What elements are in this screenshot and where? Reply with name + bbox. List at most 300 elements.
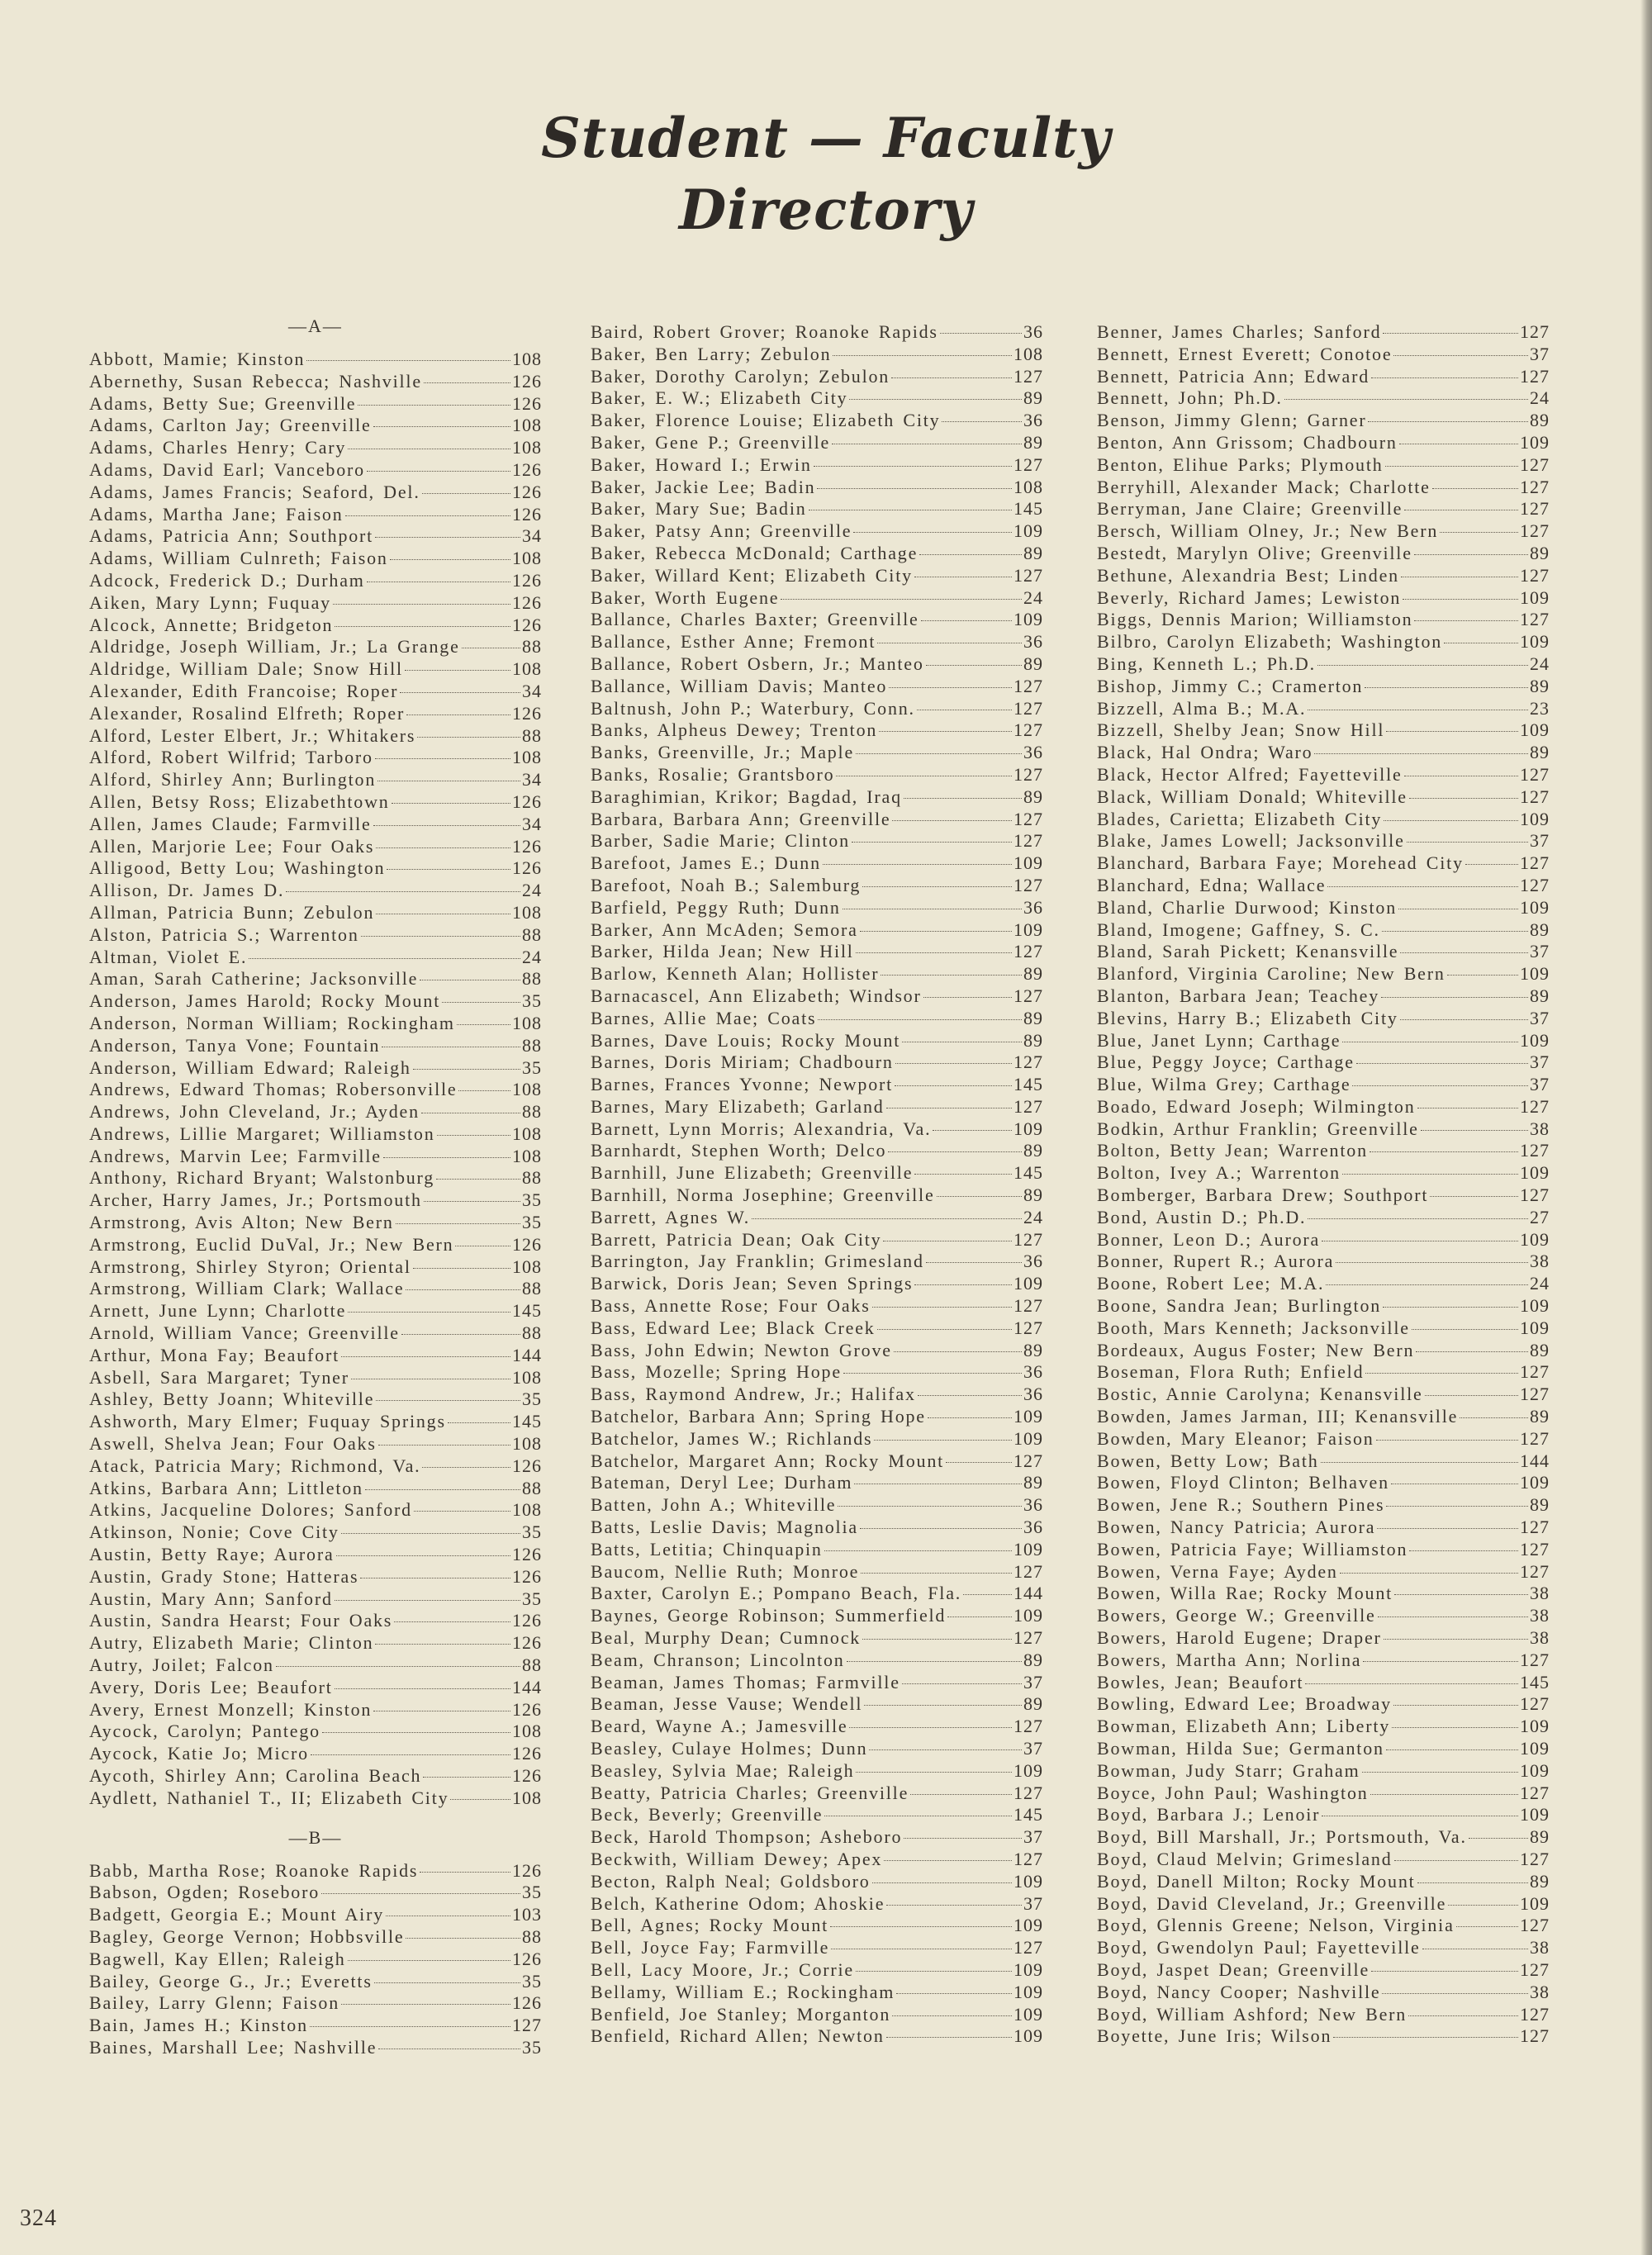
entry-name-hometown: Baker, Florence Louise; Elizabeth City bbox=[591, 410, 941, 431]
directory-entry bbox=[1097, 1871, 1550, 1893]
entry-page-number: 109 bbox=[1014, 1759, 1043, 1781]
entry-page-number: 109 bbox=[1520, 963, 1550, 985]
entry-page-number: 127 bbox=[1520, 564, 1550, 586]
dot-leader bbox=[1383, 1307, 1518, 1308]
dot-leader bbox=[1363, 1661, 1518, 1662]
directory-entry bbox=[89, 681, 542, 703]
dot-leader bbox=[1409, 798, 1518, 799]
entry-name-hometown: Bomberger, Barbara Drew; Southport bbox=[1097, 1184, 1429, 1206]
directory-entry bbox=[1097, 498, 1550, 520]
entry-page-number: 36 bbox=[1023, 896, 1043, 918]
entry-name-hometown: Bagwell, Kay Ellen; Raleigh bbox=[89, 1948, 346, 1969]
dot-leader bbox=[947, 1616, 1012, 1617]
entry-name-hometown: Batchelor, James W.; Richlands bbox=[591, 1427, 873, 1449]
dot-leader bbox=[884, 1860, 1012, 1861]
entry-name-hometown: Atkins, Barbara Ann; Littleton bbox=[89, 1477, 363, 1498]
directory-entry bbox=[1097, 1738, 1550, 1760]
dot-leader bbox=[321, 1893, 520, 1894]
entry-page-number: 37 bbox=[1530, 1074, 1550, 1095]
directory-entry bbox=[89, 1322, 542, 1345]
entry-page-number: 36 bbox=[1023, 1361, 1043, 1383]
entry-page-number: 108 bbox=[1014, 343, 1043, 364]
dot-leader bbox=[1382, 931, 1528, 932]
dot-leader bbox=[286, 891, 520, 892]
dot-leader bbox=[1382, 1993, 1528, 1994]
entry-name-hometown: Blue, Wilma Grey; Carthage bbox=[1097, 1074, 1351, 1095]
entry-page-number: 108 bbox=[1014, 476, 1043, 497]
dot-leader bbox=[923, 997, 1012, 998]
entry-name-hometown: Bland, Sarah Pickett; Kenansville bbox=[1097, 941, 1399, 962]
directory-entry bbox=[591, 1849, 1043, 1871]
directory-entry bbox=[591, 587, 1043, 610]
entry-name-hometown: Adams, Patricia Ann; Southport bbox=[89, 525, 374, 547]
dot-leader bbox=[860, 1528, 1022, 1529]
directory-entry bbox=[89, 968, 542, 990]
entry-page-number: 145 bbox=[1014, 1162, 1043, 1184]
directory-entry bbox=[591, 1140, 1043, 1162]
directory-entry bbox=[89, 1345, 542, 1367]
entry-name-hometown: Allen, James Claude; Farmville bbox=[89, 813, 372, 834]
directory-entry bbox=[1097, 653, 1550, 676]
entry-name-hometown: Boyd, Barbara J.; Lenoir bbox=[1097, 1804, 1321, 1825]
dot-leader bbox=[874, 1440, 1012, 1441]
entry-page-number: 127 bbox=[1014, 675, 1043, 696]
entry-name-hometown: Barnett, Lynn Morris; Alexandria, Va. bbox=[591, 1118, 932, 1139]
entry-name-hometown: Barrett, Patricia Dean; Oak City bbox=[591, 1228, 882, 1250]
entry-page-number: 109 bbox=[1014, 1981, 1043, 2002]
entry-page-number: 127 bbox=[1014, 941, 1043, 962]
dot-leader bbox=[390, 559, 510, 560]
entry-page-number: 127 bbox=[1014, 365, 1043, 387]
entry-page-number: 109 bbox=[1520, 1738, 1550, 1759]
entry-page-number: 37 bbox=[1023, 1826, 1043, 1848]
entry-page-number: 109 bbox=[1520, 1804, 1550, 1825]
dot-leader bbox=[448, 1422, 510, 1423]
directory-entry bbox=[591, 387, 1043, 410]
entry-name-hometown: Adcock, Frederick D.; Durham bbox=[89, 569, 365, 591]
entry-name-hometown: Allman, Patricia Bunn; Zebulon bbox=[89, 901, 375, 923]
dot-leader bbox=[864, 1705, 1022, 1706]
directory-entry bbox=[591, 1096, 1043, 1118]
entry-page-number: 108 bbox=[512, 1145, 542, 1166]
directory-entry bbox=[89, 1522, 542, 1544]
directory-entry bbox=[1097, 477, 1550, 499]
dot-leader bbox=[1409, 1550, 1518, 1551]
entry-name-hometown: Anderson, James Harold; Rocky Mount bbox=[89, 990, 441, 1012]
dot-leader bbox=[1425, 1395, 1518, 1396]
entry-name-hometown: Blades, Carietta; Elizabeth City bbox=[1097, 808, 1383, 829]
directory-entry bbox=[89, 1389, 542, 1411]
entry-name-hometown: Andrews, Edward Thomas; Robersonville bbox=[89, 1079, 458, 1100]
dot-leader bbox=[830, 1926, 1012, 1927]
directory-entry bbox=[591, 1008, 1043, 1030]
entry-name-hometown: Batts, Leslie Davis; Magnolia bbox=[591, 1517, 858, 1538]
directory-entry bbox=[89, 1478, 542, 1500]
dot-leader bbox=[310, 2026, 510, 2027]
directory-entry bbox=[1097, 321, 1550, 344]
entry-page-number: 36 bbox=[1023, 321, 1043, 342]
entry-name-hometown: Aswell, Shelva Jean; Four Oaks bbox=[89, 1433, 377, 1455]
entry-name-hometown: Belch, Katherine Odom; Ahoskie bbox=[591, 1892, 885, 1914]
entry-page-number: 89 bbox=[1530, 742, 1550, 763]
entry-page-number: 36 bbox=[1023, 742, 1043, 763]
entry-name-hometown: Baker, E. W.; Elizabeth City bbox=[591, 387, 848, 409]
entry-name-hometown: Boyce, John Paul; Washington bbox=[1097, 1782, 1369, 1803]
dot-leader bbox=[401, 1334, 520, 1335]
directory-entry bbox=[1097, 1317, 1550, 1340]
entry-name-hometown: Barker, Hilda Jean; New Hill bbox=[591, 941, 854, 962]
entry-name-hometown: Bowles, Jean; Beaufort bbox=[1097, 1671, 1304, 1692]
directory-entry bbox=[591, 1251, 1043, 1273]
entry-page-number: 126 bbox=[512, 702, 542, 724]
dot-leader bbox=[940, 333, 1022, 334]
entry-page-number: 127 bbox=[1520, 852, 1550, 874]
dot-leader bbox=[276, 1666, 520, 1667]
entry-page-number: 127 bbox=[1520, 1095, 1550, 1117]
directory-entry bbox=[1097, 1804, 1550, 1826]
entry-name-hometown: Boyd, Nancy Cooper; Nashville bbox=[1097, 1981, 1381, 2002]
directory-entry bbox=[591, 410, 1043, 432]
entry-page-number: 89 bbox=[1530, 1406, 1550, 1427]
entry-page-number: 108 bbox=[512, 1012, 542, 1033]
directory-entry bbox=[1097, 1096, 1550, 1118]
entry-page-number: 89 bbox=[1023, 1693, 1043, 1715]
dot-leader bbox=[914, 1284, 1012, 1285]
directory-entry bbox=[591, 1273, 1043, 1295]
entry-page-number: 35 bbox=[522, 1389, 542, 1410]
dot-leader bbox=[879, 731, 1012, 732]
entry-page-number: 127 bbox=[1520, 321, 1550, 342]
entry-name-hometown: Bowen, Nancy Patricia; Aurora bbox=[1097, 1517, 1376, 1538]
entry-name-hometown: Bell, Joyce Fay; Farmville bbox=[591, 1937, 830, 1958]
dot-leader bbox=[861, 1573, 1012, 1574]
entry-page-number: 127 bbox=[1520, 365, 1550, 387]
entry-page-number: 34 bbox=[522, 525, 542, 547]
dot-leader bbox=[1383, 333, 1518, 334]
entry-page-number: 109 bbox=[1014, 609, 1043, 630]
entry-page-number: 89 bbox=[1023, 653, 1043, 674]
entry-page-number: 127 bbox=[1520, 1184, 1550, 1206]
entry-name-hometown: Aycock, Katie Jo; Micro bbox=[89, 1743, 309, 1764]
entry-name-hometown: Barefoot, James E.; Dunn bbox=[591, 852, 821, 874]
entry-name-hometown: Bersch, William Olney, Jr.; New Bern bbox=[1097, 520, 1439, 542]
directory-entry bbox=[1097, 786, 1550, 809]
directory-entry bbox=[591, 1229, 1043, 1251]
entry-page-number: 127 bbox=[1520, 1782, 1550, 1803]
dot-leader bbox=[442, 1002, 520, 1003]
directory-entry bbox=[89, 1146, 542, 1168]
directory-column-2 bbox=[591, 321, 1043, 2048]
entry-page-number: 24 bbox=[1530, 653, 1550, 674]
entry-page-number: 109 bbox=[1014, 1605, 1043, 1626]
entry-page-number: 24 bbox=[1023, 1206, 1043, 1227]
entry-page-number: 145 bbox=[1014, 1074, 1043, 1095]
entry-name-hometown: Bowers, George W.; Greenville bbox=[1097, 1605, 1376, 1626]
entry-name-hometown: Boyd, David Cleveland, Jr.; Greenville bbox=[1097, 1892, 1447, 1914]
entry-name-hometown: Boyd, William Ashford; New Bern bbox=[1097, 2003, 1408, 2025]
entry-name-hometown: Boyd, Claud Melvin; Grimesland bbox=[1097, 1848, 1393, 1869]
entry-name-hometown: Bagley, George Vernon; Hobbsville bbox=[89, 1925, 405, 1947]
dot-leader bbox=[406, 714, 510, 715]
entry-page-number: 89 bbox=[1023, 1140, 1043, 1161]
entry-name-hometown: Alexander, Rosalind Elfreth; Roper bbox=[89, 702, 406, 724]
directory-entry bbox=[1097, 1361, 1550, 1384]
dot-leader bbox=[886, 2037, 1012, 2038]
directory-entry bbox=[1097, 520, 1550, 543]
directory-entry bbox=[591, 1450, 1043, 1473]
entry-page-number: 37 bbox=[1530, 1052, 1550, 1073]
entry-page-number: 109 bbox=[1014, 1870, 1043, 1892]
entry-page-number: 38 bbox=[1530, 1605, 1550, 1626]
entry-page-number: 126 bbox=[512, 591, 542, 613]
entry-name-hometown: Black, Hector Alfred; Fayetteville bbox=[1097, 763, 1403, 785]
entry-name-hometown: Bilbro, Carolyn Elizabeth; Washington bbox=[1097, 631, 1443, 653]
entry-page-number: 36 bbox=[1023, 1517, 1043, 1538]
directory-entry bbox=[591, 1207, 1043, 1229]
entry-page-number: 108 bbox=[512, 1433, 542, 1455]
dot-leader bbox=[877, 1329, 1012, 1330]
entry-name-hometown: Barrett, Agnes W. bbox=[591, 1206, 751, 1227]
directory-entry bbox=[1097, 1340, 1550, 1362]
dot-leader bbox=[1456, 1926, 1518, 1927]
entry-name-hometown: Beasley, Culaye Holmes; Dunn bbox=[591, 1738, 868, 1759]
dot-leader bbox=[374, 1982, 520, 1983]
dot-leader bbox=[872, 1307, 1012, 1308]
directory-entry bbox=[591, 1517, 1043, 1539]
entry-name-hometown: Baker, Rebecca McDonald; Carthage bbox=[591, 542, 919, 563]
entry-page-number: 35 bbox=[522, 1189, 542, 1211]
entry-page-number: 126 bbox=[512, 790, 542, 812]
directory-entry bbox=[89, 747, 542, 769]
entry-page-number: 127 bbox=[1520, 1649, 1550, 1670]
entry-page-number: 144 bbox=[512, 1344, 542, 1365]
directory-entry bbox=[89, 990, 542, 1013]
dot-leader bbox=[910, 1794, 1012, 1795]
dot-leader bbox=[1414, 554, 1528, 555]
entry-name-hometown: Bowen, Jene R.; Southern Pines bbox=[1097, 1494, 1385, 1516]
entry-page-number: 127 bbox=[1520, 1140, 1550, 1161]
entry-page-number: 24 bbox=[1023, 586, 1043, 608]
directory-entry bbox=[591, 1162, 1043, 1184]
entry-page-number: 127 bbox=[1014, 453, 1043, 475]
dot-leader bbox=[1417, 1108, 1518, 1109]
entry-name-hometown: Armstrong, Avis Alton; New Bern bbox=[89, 1212, 394, 1233]
dot-leader bbox=[896, 1993, 1012, 1994]
directory-entry bbox=[1097, 1849, 1550, 1871]
dot-leader bbox=[365, 1489, 520, 1490]
dot-leader bbox=[335, 1600, 520, 1601]
entry-page-number: 108 bbox=[512, 747, 542, 768]
directory-entry bbox=[89, 1278, 542, 1300]
dot-leader bbox=[422, 1467, 510, 1468]
entry-page-number: 126 bbox=[512, 503, 542, 525]
entry-page-number: 127 bbox=[1014, 1317, 1043, 1338]
dot-leader bbox=[892, 820, 1012, 821]
entry-page-number: 37 bbox=[1530, 830, 1550, 852]
entry-name-hometown: Bateman, Deryl Lee; Durham bbox=[591, 1472, 853, 1493]
dot-leader bbox=[335, 1688, 510, 1689]
dot-leader bbox=[1403, 599, 1518, 600]
directory-entry bbox=[1097, 1295, 1550, 1317]
entry-page-number: 145 bbox=[512, 1300, 542, 1322]
dot-leader bbox=[946, 1462, 1012, 1463]
entry-name-hometown: Bowen, Floyd Clinton; Belhaven bbox=[1097, 1472, 1389, 1493]
dot-leader bbox=[1365, 687, 1528, 688]
dot-leader bbox=[1414, 620, 1518, 621]
entry-page-number: 145 bbox=[1014, 1804, 1043, 1825]
entry-name-hometown: Beck, Beverly; Greenville bbox=[591, 1804, 824, 1825]
directory-entry bbox=[1097, 1384, 1550, 1406]
directory-entry bbox=[591, 1561, 1043, 1583]
entry-name-hometown: Beaman, James Thomas; Farmville bbox=[591, 1671, 900, 1692]
entry-page-number: 127 bbox=[1520, 2003, 1550, 2025]
directory-entry bbox=[591, 344, 1043, 366]
entry-name-hometown: Ashley, Betty Joann; Whiteville bbox=[89, 1389, 375, 1410]
directory-entry bbox=[89, 1654, 542, 1677]
entry-name-hometown: Bethune, Alexandria Best; Linden bbox=[1097, 564, 1399, 586]
dot-leader bbox=[852, 842, 1012, 843]
entry-name-hometown: Boyd, Danell Milton; Rocky Mount bbox=[1097, 1870, 1416, 1892]
directory-entry bbox=[89, 2015, 542, 2037]
entry-page-number: 38 bbox=[1530, 1583, 1550, 1604]
dot-leader bbox=[333, 604, 510, 605]
entry-name-hometown: Blanton, Barbara Jean; Teachey bbox=[1097, 985, 1380, 1006]
entry-name-hometown: Adams, Carlton Jay; Greenville bbox=[89, 415, 372, 436]
entry-page-number: 126 bbox=[512, 1992, 542, 2014]
entry-page-number: 127 bbox=[1520, 1693, 1550, 1715]
entry-page-number: 89 bbox=[1023, 431, 1043, 453]
directory-entry bbox=[89, 769, 542, 791]
entry-page-number: 109 bbox=[1520, 1759, 1550, 1781]
directory-entry bbox=[591, 1915, 1043, 1937]
entry-name-hometown: Becton, Ralph Neal; Goldsboro bbox=[591, 1870, 871, 1892]
dot-leader bbox=[422, 493, 510, 494]
directory-entry bbox=[591, 1959, 1043, 1982]
entry-name-hometown: Bowman, Elizabeth Ann; Liberty bbox=[1097, 1716, 1391, 1737]
entry-page-number: 127 bbox=[1520, 2025, 1550, 2047]
directory-entry bbox=[591, 852, 1043, 875]
dot-leader bbox=[373, 825, 520, 826]
entry-name-hometown: Bass, Edward Lee; Black Creek bbox=[591, 1317, 876, 1338]
entry-name-hometown: Baker, Willard Kent; Elizabeth City bbox=[591, 564, 913, 586]
directory-entry bbox=[1097, 1826, 1550, 1849]
entry-page-number: 37 bbox=[1530, 1007, 1550, 1028]
dot-leader bbox=[378, 1445, 510, 1446]
directory-entry bbox=[89, 371, 542, 393]
entry-name-hometown: Ballance, Esther Anne; Fremont bbox=[591, 631, 876, 653]
dot-leader bbox=[1327, 886, 1518, 887]
entry-name-hometown: Barker, Ann McAden; Semora bbox=[591, 919, 858, 940]
entry-name-hometown: Anderson, Tanya Vone; Fountain bbox=[89, 1034, 381, 1056]
entry-page-number: 23 bbox=[1530, 697, 1550, 719]
directory-entry bbox=[89, 1677, 542, 1699]
dot-leader bbox=[392, 803, 510, 804]
entry-name-hometown: Aldridge, William Dale; Snow Hill bbox=[89, 658, 403, 680]
directory-entry bbox=[591, 897, 1043, 919]
directory-entry bbox=[89, 1743, 542, 1765]
dot-leader bbox=[1430, 1196, 1518, 1197]
directory-entry bbox=[89, 1123, 542, 1146]
entry-name-hometown: Blevins, Harry B.; Elizabeth City bbox=[1097, 1007, 1398, 1028]
entry-name-hometown: Austin, Grady Stone; Hatteras bbox=[89, 1565, 359, 1587]
entry-name-hometown: Booth, Mars Kenneth; Jacksonville bbox=[1097, 1317, 1410, 1338]
directory-entry bbox=[591, 1361, 1043, 1384]
entry-name-hometown: Badgett, Georgia E.; Mount Airy bbox=[89, 1904, 385, 1925]
entry-page-number: 89 bbox=[1023, 963, 1043, 985]
entry-name-hometown: Austin, Mary Ann; Sanford bbox=[89, 1588, 333, 1609]
directory-entry bbox=[591, 941, 1043, 963]
dot-leader bbox=[881, 975, 1022, 976]
directory-entry bbox=[591, 719, 1043, 742]
directory-entry bbox=[1097, 676, 1550, 698]
entry-name-hometown: Bond, Austin D.; Ph.D. bbox=[1097, 1206, 1307, 1227]
entry-page-number: 89 bbox=[1023, 1007, 1043, 1028]
page-edge-shadow bbox=[1640, 0, 1652, 2255]
directory-entry bbox=[591, 809, 1043, 831]
entry-name-hometown: Batten, John A.; Whiteville bbox=[591, 1494, 837, 1516]
directory-entry bbox=[89, 1971, 542, 1993]
dot-leader bbox=[1392, 1727, 1518, 1728]
directory-entry bbox=[591, 676, 1043, 698]
dot-leader bbox=[358, 405, 510, 406]
dot-leader bbox=[436, 1179, 520, 1180]
directory-entry bbox=[1097, 919, 1550, 942]
entry-page-number: 127 bbox=[1520, 1560, 1550, 1582]
dot-leader bbox=[387, 869, 510, 870]
entry-page-number: 88 bbox=[522, 1167, 542, 1189]
entry-name-hometown: Baird, Robert Grover; Roanoke Rapids bbox=[591, 321, 938, 342]
entry-page-number: 126 bbox=[512, 569, 542, 591]
entry-page-number: 127 bbox=[512, 2015, 542, 2036]
directory-entry bbox=[1097, 1716, 1550, 1738]
dot-leader bbox=[450, 1799, 510, 1800]
entry-page-number: 109 bbox=[1014, 1273, 1043, 1294]
entry-page-number: 36 bbox=[1023, 1494, 1043, 1516]
entry-page-number: 89 bbox=[1023, 542, 1043, 563]
dot-leader bbox=[886, 1905, 1022, 1906]
entry-page-number: 88 bbox=[522, 1654, 542, 1676]
dot-leader bbox=[394, 1621, 510, 1622]
entry-name-hometown: Bonner, Rupert R.; Aurora bbox=[1097, 1251, 1335, 1272]
entry-name-hometown: Boyd, Bill Marshall, Jr.; Portsmouth, Va. bbox=[1097, 1826, 1467, 1848]
dot-leader bbox=[894, 1351, 1022, 1352]
entry-name-hometown: Bland, Charlie Durwood; Kinston bbox=[1097, 896, 1397, 918]
directory-entry bbox=[89, 1212, 542, 1234]
entry-page-number: 35 bbox=[522, 2036, 542, 2058]
directory-entry bbox=[1097, 1959, 1550, 1982]
entry-name-hometown: Boone, Sandra Jean; Burlington bbox=[1097, 1295, 1382, 1317]
entry-name-hometown: Berryman, Jane Claire; Greenville bbox=[1097, 498, 1403, 520]
dot-leader bbox=[843, 1373, 1022, 1374]
entry-page-number: 127 bbox=[1520, 609, 1550, 630]
directory-entry bbox=[1097, 344, 1550, 366]
directory-entry bbox=[89, 658, 542, 681]
dot-leader bbox=[847, 1661, 1022, 1662]
directory-entry bbox=[1097, 1229, 1550, 1251]
dot-leader bbox=[818, 1019, 1022, 1020]
entry-name-hometown: Benton, Ann Grissom; Chadbourn bbox=[1097, 431, 1398, 453]
dot-leader bbox=[306, 360, 510, 361]
directory-entry bbox=[89, 525, 542, 548]
entry-page-number: 35 bbox=[522, 1970, 542, 1992]
entry-name-hometown: Adams, James Francis; Seaford, Del. bbox=[89, 481, 420, 502]
entry-name-hometown: Bass, John Edwin; Newton Grove bbox=[591, 1339, 892, 1360]
entry-name-hometown: Adams, Charles Henry; Cary bbox=[89, 437, 347, 458]
entry-page-number: 88 bbox=[522, 724, 542, 746]
entry-name-hometown: Baraghimian, Krikor; Bagdad, Iraq bbox=[591, 786, 902, 807]
entry-name-hometown: Adams, David Earl; Vanceboro bbox=[89, 458, 365, 480]
entry-page-number: 108 bbox=[512, 548, 542, 569]
